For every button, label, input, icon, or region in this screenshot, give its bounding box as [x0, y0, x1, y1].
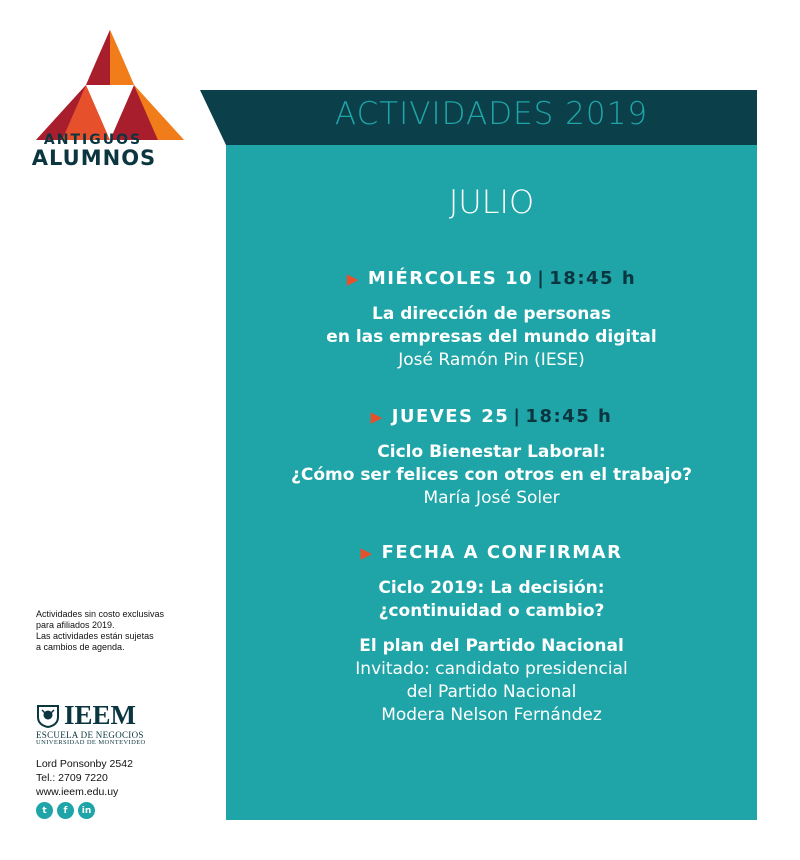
event-1-time: 18:45 h — [549, 268, 637, 289]
event-3 — [226, 542, 757, 727]
logo-triangle-mark — [36, 30, 184, 140]
event-3-detail-2: del Partido Nacional — [406, 682, 577, 702]
event-2-time: 18:45 h — [525, 406, 613, 427]
contact-address: Lord Ponsonby 2542 — [36, 758, 133, 770]
event-2-title-line1: Ciclo Bienestar Laboral: — [377, 442, 606, 462]
note-line-3: Las actividades están sujetas — [36, 631, 154, 641]
logo-text-alumnos: ALUMNOS — [31, 146, 157, 170]
event-1 — [226, 268, 757, 372]
event-1-title-line1: La dirección de personas — [371, 304, 611, 324]
event-2-title-line2: ¿Cómo ser felices con otros en el trabajo? — [290, 465, 692, 485]
event-1-title-line2: en las empresas del mundo digital — [326, 327, 657, 347]
event-3-header — [226, 542, 757, 563]
event-2 — [226, 406, 757, 510]
activities-panel — [226, 145, 757, 820]
separator: | — [513, 406, 522, 427]
event-3-detail-1: Invitado: candidato presidencial — [355, 659, 628, 679]
event-3-detail-3: Modera Nelson Fernández — [381, 705, 602, 725]
logo-text-antiguos: ANTIGUOS — [43, 132, 143, 148]
contact-phone: Tel.: 2709 7220 — [36, 772, 108, 784]
disclaimer-note — [36, 609, 196, 653]
event-1-speaker: José Ramón Pin (IESE) — [398, 350, 585, 370]
header-title: ACTIVIDADES 2019 — [334, 96, 649, 132]
note-line-4: a cambios de agenda. — [36, 642, 125, 652]
ieem-name: IEEM — [64, 700, 137, 730]
event-3-subtitle: El plan del Partido Nacional — [359, 636, 624, 656]
linkedin-icon[interactable]: in — [78, 802, 95, 819]
month-title: JULIO — [448, 183, 535, 221]
event-2-speaker: María José Soler — [423, 488, 560, 508]
ieem-shield-icon — [36, 704, 60, 728]
note-line-2: para afiliados 2019. — [36, 620, 115, 630]
antiguos-alumnos-logo — [30, 30, 190, 140]
event-2-header — [226, 406, 757, 427]
ieem-subtitle-2: UNIVERSIDAD DE MONTEVIDEO — [36, 739, 146, 746]
social-links — [36, 802, 95, 819]
note-line-1: Actividades sin costo exclusivas — [36, 609, 165, 619]
facebook-icon[interactable]: f — [57, 802, 74, 819]
event-3-day: FECHA A CONFIRMAR — [381, 542, 623, 563]
event-1-day: MIÉRCOLES 10 — [367, 268, 534, 289]
event-2-day: JUEVES 25 — [391, 406, 510, 427]
ieem-subtitle-1: ESCUELA DE NEGOCIOS — [36, 730, 144, 740]
play-arrow-icon: ▶ — [346, 270, 360, 288]
separator: | — [537, 268, 546, 289]
contact-web[interactable]: www.ieem.edu.uy — [36, 786, 119, 798]
event-3-title-line1: Ciclo 2019: La decisión: — [378, 578, 605, 598]
play-arrow-icon: ▶ — [370, 408, 384, 426]
contact-info — [36, 757, 133, 799]
event-1-header — [226, 268, 757, 289]
twitter-icon[interactable]: t — [36, 802, 53, 819]
event-3-title-line2: ¿continuidad o cambio? — [378, 601, 605, 621]
play-arrow-icon: ▶ — [360, 544, 374, 562]
